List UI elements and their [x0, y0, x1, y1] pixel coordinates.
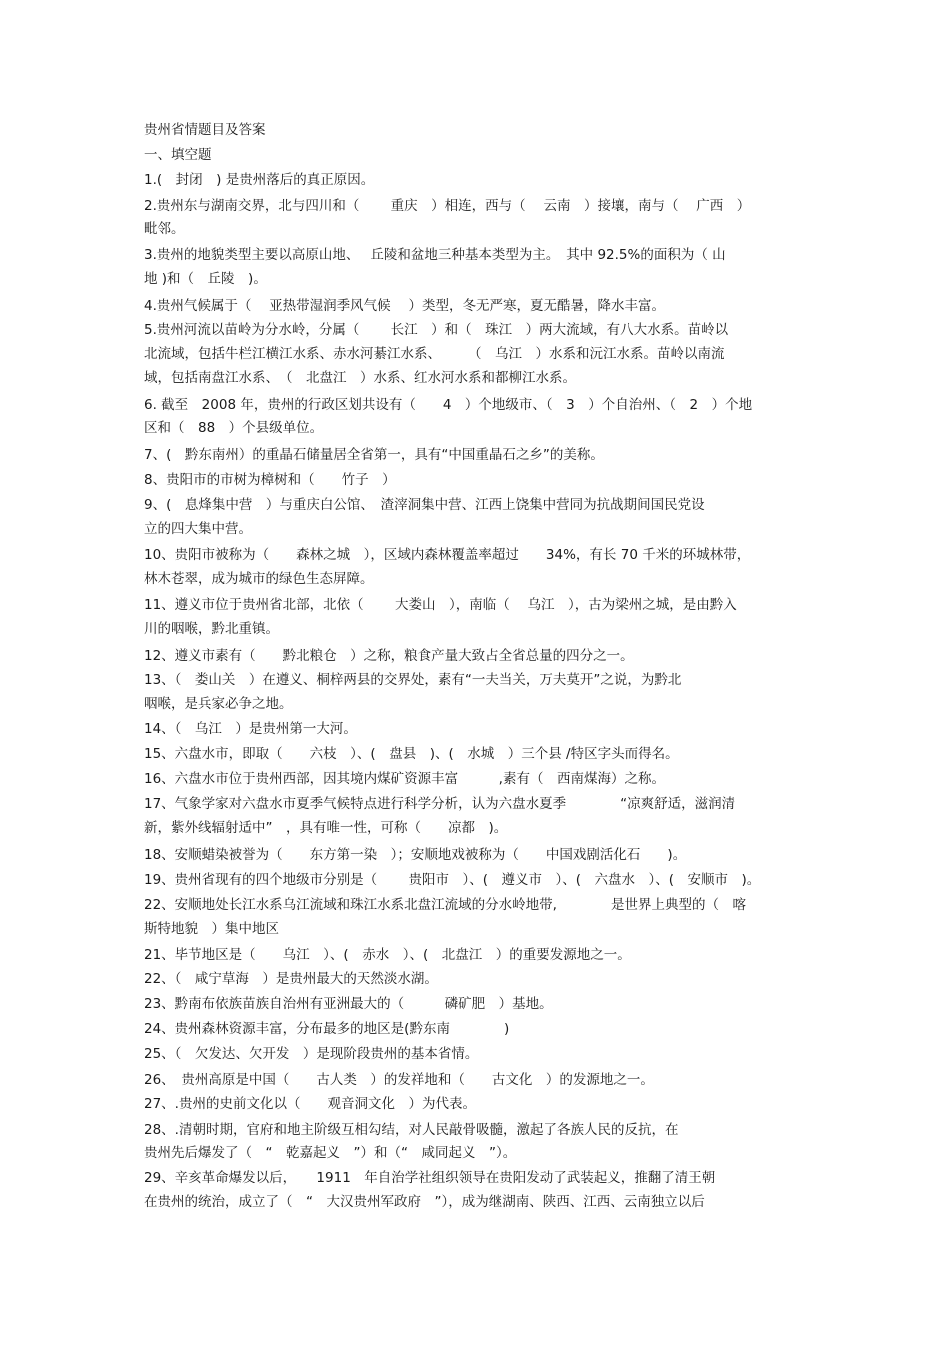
question-line: 11、遵义市位于贵州省北部，北依（ 大娄山 ），南临（ 乌江 ），古为梁州之城，是由黔入 — [144, 597, 737, 613]
question-line: 14、（ 乌江 ）是贵州第一大河。 — [144, 721, 357, 737]
question-line: 22、（ 咸宁草海 ）是贵州最大的天然淡水湖。 — [144, 971, 438, 987]
question-line: 27、.贵州的史前文化以（ 观音洞文化 ）为代表。 — [144, 1096, 476, 1112]
question-line: 18、安顺蜡染被誉为（ 东方第一染 ）；安顺地戏被称为（ 中国戏剧活化石 )。 — [144, 847, 687, 863]
question-line: 6. 截至 2008 年，贵州的行政区划共设有（ 4 ）个地级市、（ 3 ）个自治州、（ 2 ）个地 — [144, 397, 753, 413]
question-line: 北流域，包括牛栏江横江水系、赤水河綦江水系、 （ 乌江 ）水系和沅江水系。苗岭以南流 — [144, 346, 725, 362]
question-line: 8、贵阳市的市树为樟树和（ 竹子 ） — [144, 472, 396, 488]
question-line: 10、贵阳市被称为（ 森林之城 ），区域内森林覆盖率超过 34%，有长 70 千米的环城林带， — [144, 547, 751, 563]
question-line: 12、遵义市素有（ 黔北粮仓 ）之称，粮食产量大致占全省总量的四分之一。 — [144, 648, 634, 664]
question-line: 贵州先后爆发了（ “ 乾嘉起义 ”）和（“ 咸同起义 ”）。 — [144, 1145, 517, 1161]
question-line: 毗邻。 — [144, 221, 185, 237]
question-line: 斯特地貌 ）集中地区 — [144, 921, 279, 937]
question-line: 立的四大集中营。 — [144, 521, 252, 537]
question-line: 1.( 封闭 ) 是贵州落后的真正原因。 — [144, 172, 375, 188]
question-line: 22、安顺地处长江水系乌江流域和珠江水系北盘江流域的分水岭地带, 是世界上典型的（ 喀 — [144, 897, 746, 913]
question-line: 7、( 黔东南州）的重晶石储量居全省第一，具有“中国重晶石之乡”的美称。 — [144, 447, 604, 463]
question-line: 24、贵州森林资源丰富，分布最多的地区是(黔东南 ) — [144, 1021, 510, 1037]
section-heading: 一、填空题 — [144, 147, 212, 163]
question-line: 新，紫外线辐射适中” ，具有唯一性，可称（ 凉都 )。 — [144, 820, 508, 836]
question-line: 23、黔南布依族苗族自治州有亚洲最大的（ 磷矿肥 ）基地。 — [144, 996, 553, 1012]
question-line: 13、（ 娄山关 ）在遵义、桐梓两县的交界处，素有“一夫当关，万夫莫开”之说，为黔北 — [144, 672, 682, 688]
question-line: 16、六盘水市位于贵州西部，因其境内煤矿资源丰富 ,素有（ 西南煤海）之称。 — [144, 771, 665, 787]
question-line: 4.贵州气候属于（ 亚热带湿润季风气候 ）类型，冬无严寒，夏无酷暑，降水丰富。 — [144, 298, 665, 314]
question-line: 3.贵州的地貌类型主要以高原山地、 丘陵和盆地三种基本类型为主。 其中 92.5%的面积为（ 山 — [144, 247, 726, 263]
question-line: 咽喉，是兵家必争之地。 — [144, 696, 293, 712]
question-line: 区和（ 88 ）个县级单位。 — [144, 420, 324, 436]
question-line: 9、( 息烽集中营 ）与重庆白公馆、 渣滓洞集中营、江西上饶集中营同为抗战期间国民党设 — [144, 497, 705, 513]
question-line: 21、毕节地区是（ 乌江 ）、( 赤水 ）、( 北盘江 ）的重要发源地之一。 — [144, 947, 631, 963]
question-line: 地 )和（ 丘陵 )。 — [144, 271, 267, 287]
document-title: 贵州省情题目及答案 — [144, 122, 266, 138]
question-line: 川的咽喉，黔北重镇。 — [144, 621, 279, 637]
question-line: 29、辛亥革命爆发以后， 1911 年自治学社组织领导在贵阳发动了武装起义，推翻了清王朝 — [144, 1170, 716, 1186]
question-line: 26、 贵州高原是中国（ 古人类 ）的发祥地和（ 古文化 ）的发源地之一。 — [144, 1072, 654, 1088]
question-line: 域，包括南盘江水系、 （ 北盘江 ）水系、红水河水系和都柳江水系。 — [144, 370, 576, 386]
question-line: 林木苍翠，成为城市的绿色生态屏障。 — [144, 571, 374, 587]
question-line: 19、贵州省现有的四个地级市分别是（ 贵阳市 ）、( 遵义市 ）、( 六盘水 ）、( 安顺市 )。 — [144, 872, 761, 888]
question-line: 25、（ 欠发达、欠开发 ）是现阶段贵州的基本省情。 — [144, 1046, 479, 1062]
question-line: 15、六盘水市，即取（ 六枝 ）、( 盘县 )、( 水城 ）三个县 /特区字头而得名。 — [144, 746, 679, 762]
question-line: 在贵州的统治，成立了（ “ 大汉贵州军政府 ”），成为继湖南、陕西、江西、云南独立以后 — [144, 1194, 705, 1210]
question-line: 28、.清朝时期，官府和地主阶级互相勾结，对人民敲骨吸髓，激起了各族人民的反抗，在 — [144, 1122, 679, 1138]
question-line: 5.贵州河流以苗岭为分水岭，分属（ 长江 ）和（ 珠江 ）两大流域，有八大水系。苗岭以 — [144, 322, 729, 338]
question-line: 17、气象学家对六盘水市夏季气候特点进行科学分析，认为六盘水夏季 “凉爽舒适，滋润清 — [144, 796, 736, 812]
question-line: 2.贵州东与湖南交界，北与四川和（ 重庆 ）相连，西与（ 云南 ）接壤，南与（ 广西 ） — [144, 198, 751, 214]
